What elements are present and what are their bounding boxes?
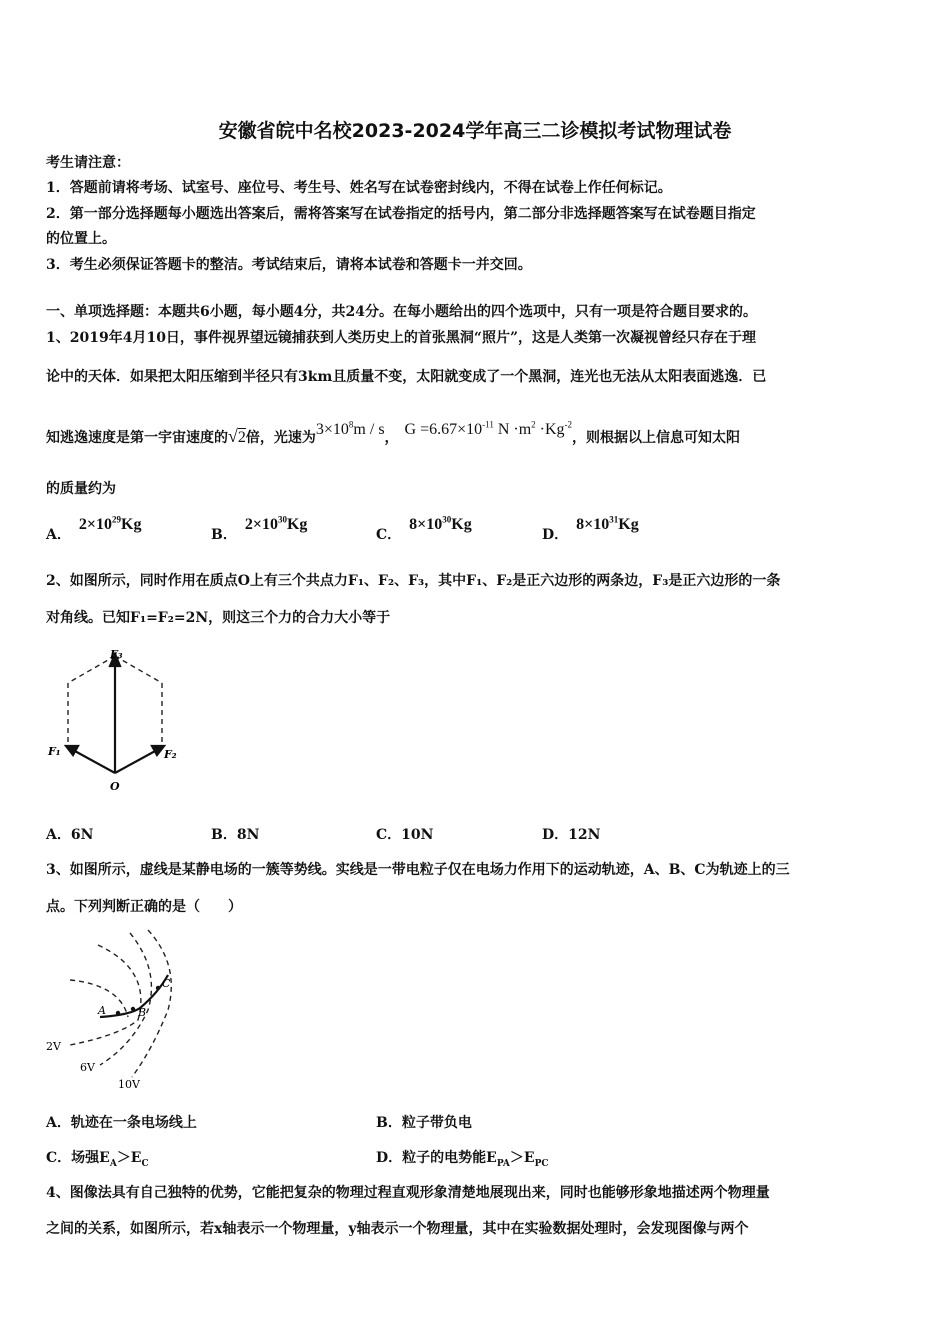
equipotential-diagram: [40, 925, 200, 1095]
sqrt-radicand: 2: [237, 429, 246, 446]
equipotential-line-6v: [100, 933, 151, 1065]
label-6v: 6V: [80, 1061, 95, 1074]
f1-arrowhead: [66, 746, 78, 755]
q1-option-d: D．$8\times 10^{31}Kg$: [542, 514, 639, 543]
hexagon-force-diagram: [40, 640, 190, 795]
q3-line-1: 3、如图所示，虚线是某静电场的一簇等势线。实线是一带电粒子仅在电场力作用下的运动轨迹，A、B、C为轨迹上的三: [46, 862, 790, 878]
hexagon-edge: [68, 656, 115, 683]
point-a: [116, 1011, 120, 1015]
q1-line-3: 知逃逸速度是第一宇宙速度的√2倍，光速为$3\times 10^8m / s$， $G =6.67\times 10^{-11}$ $N \cdot m^2 \cdot Kg^{-2}$，则根据以上信息可知太阳: [46, 419, 741, 446]
equipotential-line-2v-lower: [70, 945, 141, 1045]
q1-option-b: B．$2\times 10^{30}Kg$: [211, 514, 308, 543]
q3-option-b: B．粒子带负电: [376, 1115, 472, 1131]
q1-line-3a: 知逃逸速度是第一宇宙速度的: [46, 430, 228, 446]
q2-option-b: B．8N: [211, 827, 260, 843]
g-unit-exp: 2: [531, 419, 536, 430]
label-c: C: [162, 977, 171, 990]
g-unit2-exp: -2: [564, 419, 573, 430]
point-c: [156, 986, 160, 990]
q2-option-d: D．12N: [542, 827, 601, 843]
q1-line-4: 的质量约为: [46, 481, 116, 497]
q4-line-2: 之间的关系，如图所示，若x轴表示一个物理量，y轴表示一个物理量，其中在实验数据处理时，会发现图像与两个: [46, 1221, 749, 1237]
label-10v: 10V: [118, 1078, 140, 1091]
label-f1: F₁: [48, 745, 61, 758]
f2-arrowhead: [152, 746, 164, 755]
q3-option-d: D．粒子的电势能$E_{PA}>E_{PC}$: [376, 1150, 549, 1169]
q3-option-c: C．场强$E_A>E_C$: [46, 1150, 149, 1169]
label-a: A: [98, 1004, 106, 1017]
g-unit2: ·Kg: [539, 421, 565, 438]
label-f2: F₂: [164, 748, 177, 761]
notice-heading: 考生请注意：: [46, 155, 130, 171]
q1-option-a: A．$2\times 10^{29}Kg$: [46, 514, 142, 543]
q3-option-a: A．轨迹在一条电场线上: [46, 1115, 197, 1131]
light-speed-unit: m / s: [353, 421, 385, 438]
notice-item-1: 1．答题前请将考场、试室号、座位号、考生号、姓名写在试卷密封线内，不得在试卷上作任何标记。: [46, 180, 672, 196]
point-b: [131, 1007, 135, 1011]
q1-line-3b: 倍，光速为: [245, 430, 316, 446]
q2-line-1: 2、如图所示，同时作用在质点O上有三个共点力F₁、F₂、F₃，其中F₁、F₂是正六边形的两条边，F₃是正六边形的一条: [46, 573, 781, 589]
label-2v: 2V: [46, 1040, 61, 1053]
f2-arrow: [115, 750, 157, 773]
q2-option-a: A．6N: [46, 827, 94, 843]
g-exp: -11: [482, 419, 494, 430]
q1-option-c: C．$8\times 10^{30}Kg$: [376, 514, 472, 543]
light-speed-value: 3×10: [315, 421, 349, 438]
gravitational-constant: [405, 421, 573, 438]
notice-item-2: 2．第一部分选择题每小题选出答案后，需将答案写在试卷指定的括号内，第二部分非选择题答案写在试卷题目指定: [46, 206, 756, 222]
q1-line-1: 1、2019年4月10日，事件视界望远镜捕获到人类历史上的首张黑洞“照片”，这是人类第一次凝视曾经只存在于理: [46, 330, 757, 346]
g-value: G =6.67×10: [404, 421, 483, 438]
label-o: O: [110, 780, 120, 793]
label-b: B: [138, 1006, 147, 1019]
label-f3: F₃: [110, 648, 123, 661]
q1-line-2: 论中的天体．如果把太阳压缩到半径只有3km且质量不变，太阳就变成了一个黑洞，连光也无法从太阳表面逃逸．已: [46, 369, 767, 385]
section-heading: 一、单项选择题：本题共6小题，每小题4分，共24分。在每小题给出的四个选项中，只有一项是符合题目要求的。: [46, 304, 757, 320]
q2-line-2: 对角线。已知F₁=F₂=2N，则这三个力的合力大小等于: [46, 610, 391, 626]
g-unit: N ·m: [497, 421, 532, 438]
q2-option-c: C．10N: [376, 827, 434, 843]
q3-line-2: 点。下列判断正确的是（ ）: [46, 899, 242, 915]
sqrt-expression: √2: [228, 426, 246, 446]
q4-line-1: 4、图像法具有自己独特的优势，它能把复杂的物理过程直观形象清楚地展现出来，同时也能够形象地描述两个物理量: [46, 1185, 770, 1201]
page-title: 安徽省皖中名校2023-2024学年高三二诊模拟考试物理试卷: [218, 120, 732, 142]
notice-item-2-cont: 的位置上。: [46, 231, 116, 247]
notice-item-3: 3．考生必须保证答题卡的整洁。考试结束后，请将本试卷和答题卡一并交回。: [46, 257, 532, 273]
f1-arrow: [73, 750, 115, 773]
light-speed-exp: 8: [348, 419, 354, 430]
equipotential-line-10v: [132, 930, 171, 1077]
q1-line-3c: ，则根据以上信息可知太阳: [572, 430, 741, 446]
light-speed: [316, 421, 385, 438]
